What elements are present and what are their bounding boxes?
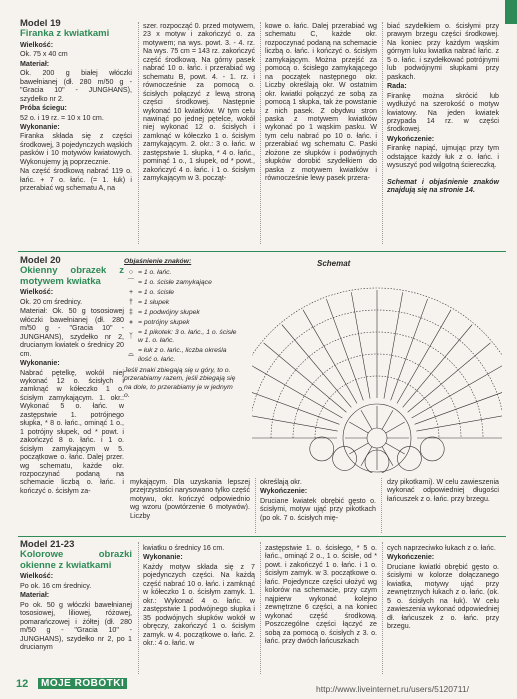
section-heading: Wielkość:	[20, 40, 54, 49]
section-heading: Materiał:	[20, 591, 50, 600]
model21-title: Model 21-23	[20, 539, 75, 550]
model19-column-1	[20, 20, 132, 194]
section-heading: Materiał:	[20, 59, 50, 68]
crochet-diagram	[252, 268, 502, 473]
paragraph: biać szydełkiem o. ścisłymi przy prawym brzegu części środkowej. Na koniec przy każdym wąskim górnym luku kwiatka nabrać łańc. z 5 o. łańc. i szydełkować potrójnymi lub podwójnymi słupkami przy paskach.	[387, 22, 499, 81]
legend-text: = 1 podwójny słupek	[138, 309, 200, 317]
paragraph: Schemat i objaśnienie znaków znajdują się na stronie 14.	[387, 177, 499, 195]
model19-subtitle: Firanka z kwiatkami	[20, 28, 110, 40]
paragraph: dzy pikotkami). W celu zawieszenia wykonać odpowiedniej długości łańcuszek z o. łańc. przy brzegu.	[387, 478, 499, 503]
section-heading: Wykończenie:	[387, 553, 435, 562]
column-divider	[381, 478, 382, 533]
diagram-center-spoke	[382, 447, 393, 466]
diagram-center-spoke	[349, 422, 368, 433]
section-heading: Wykonanie:	[143, 553, 183, 562]
diagram-stitch-ray	[303, 310, 357, 404]
model21-col3-text	[265, 544, 377, 645]
model20-col2-text	[130, 478, 250, 520]
model20-column-3	[260, 478, 376, 523]
legend-note: Jeśli znaki zbiegają się u góry, to o. przerabiamy razem, jeśli zbiegają się na dole, to przerabiamy je w jednym o.	[124, 366, 236, 400]
model19-col3-text	[265, 22, 377, 183]
stitch-symbol-icon: ‡	[129, 309, 133, 317]
model21-col4-text	[387, 544, 499, 631]
model21-column-3	[265, 544, 377, 646]
paragraph: Firankę napiąć, ujmując przy tym odstające każdy łuk z o. łańc. i wysuszyć pod wilgotną ściereczką.	[387, 144, 499, 170]
column-divider	[255, 478, 256, 533]
stitch-symbol-icon: ○	[128, 269, 134, 277]
paragraph: określają okr.	[260, 478, 302, 486]
column-divider	[260, 22, 261, 244]
legend-row	[124, 347, 240, 364]
diagram-stitch-ray	[397, 310, 451, 404]
diagram-center-spoke	[386, 422, 405, 433]
diagram-petal	[397, 446, 421, 470]
column-divider	[260, 542, 261, 674]
diagram-stitch-ray	[384, 292, 403, 398]
paragraph: Druciane kwiatek obrębić gęsto o. ścisłymi, motyw ująć przy pikotkach (po ok. 7 o. ścisłych mię-	[260, 496, 376, 522]
magazine-logo: MOJE ROBÓTKI	[38, 678, 127, 689]
model21-column-4	[387, 544, 499, 632]
legend-row	[124, 329, 240, 346]
model20-col1-text	[20, 288, 124, 495]
model19-title: Model 19	[20, 18, 61, 29]
paragraph: Każdy motyw składa się z 7 pojedynczych części. Na każdą część nabrać 10 o. łańc. i zamknąć w kółeczko 1 o. ścisłym zamyk. 1. okr.: Wykonać 4 o. łańc. w zastępstwie 1 podwójnego słupka i 35 podwójnych słupków wokół w obręczy, zakończyć 1 o. ścisłym zamyk. w 4. początkowe o. łańc. 2. okr.: 4 o. łańc. w	[143, 562, 255, 647]
diagram-center-spoke	[386, 443, 405, 454]
paragraph: Druciane kwiatki obrębić gęsto o. ścisłymi w kolorze dołączanego kwiatka, motywy ująć przy zewnętrznych łukach z o. łańc. (ok. 5 o. ścisłych na łuk). W celu zawieszenia wykonać odpowiedniej dł. łańcuszek z o. łańc. przy brzegu.	[387, 562, 499, 631]
diagram-petal	[310, 437, 334, 461]
legend-text: = 1 słupek	[138, 299, 170, 307]
model19-column-2	[143, 22, 255, 184]
page-number: 12	[16, 678, 29, 690]
section-heading: Wielkość:	[20, 288, 54, 297]
paragraph: Materiał: Ok. 50 g tososiowej włóczki bawełnianej (dł. 280 m/50 g - "Gracia 10" - JUNGHANS), szydełko nr 2, drucianym kwiatek o średnicy 20 cm.	[20, 307, 124, 358]
legend-text: = 1 pikotek: 3 o. łańc., 1 o. ścisłe w 1. o. łańc.	[138, 328, 237, 345]
column-divider	[382, 542, 383, 674]
paragraph: Na część środkową nabrać 119 o. łańc. + 7 o. łańc. (= 1. łuk) i przerabiać wg schematu A, na	[20, 167, 132, 193]
paragraph: mykającym. Dla uzyskania lepszej przejrzystości narysowano tylko część motywu, okr. kończyć odpowiednio wg wzoru (powtórzenie 6 motywów). Liczby	[130, 478, 250, 520]
diagram-petal	[420, 437, 444, 461]
diagram-stitch-ray	[252, 364, 342, 418]
stitch-symbol-icon: +	[128, 289, 134, 297]
legend-row	[124, 289, 240, 297]
legend-items	[124, 269, 240, 364]
paragraph: 52 o. i 19 rz. = 10 x 10 cm.	[20, 113, 104, 122]
section-heading: Rada:	[387, 82, 407, 91]
model21-column-2	[143, 544, 255, 648]
legend-row	[124, 299, 240, 307]
legend-row	[124, 319, 240, 327]
diagram-center-spoke	[361, 447, 372, 466]
diagram-center-spoke	[361, 410, 372, 429]
source-url: http://www.liveinternet.ru/users/5120711/	[316, 684, 469, 694]
model20-title: Model 20	[20, 255, 61, 266]
legend-row	[124, 269, 240, 277]
diagram-stitch-ray	[282, 325, 351, 408]
section-divider	[18, 536, 506, 537]
model20-subtitle: Okienny obrazek z motywem kwiatka	[20, 265, 124, 287]
model19-column-3	[265, 22, 377, 184]
section-heading: Wykonanie:	[20, 359, 60, 368]
legend-text: = łuk z o. łańc., liczba określa ilość o. łańc.	[138, 347, 227, 363]
page-edge-tab	[505, 0, 517, 24]
diagram-stitch-ray	[412, 364, 502, 418]
section-heading: Wielkość:	[20, 572, 54, 581]
column-divider	[138, 542, 139, 674]
section-divider	[18, 251, 506, 252]
diagram-stitch-ray	[252, 387, 339, 424]
model19-col2-text	[143, 22, 255, 183]
model20-column-2	[130, 478, 250, 521]
legend-text: = 1 o. ścisłe zamykające	[138, 279, 212, 287]
model19-col1-text	[20, 41, 132, 193]
legend-text: = potrójny słupek	[138, 318, 190, 326]
paragraph: Po ok. 16 cm średnicy.	[20, 581, 92, 590]
paragraph: Nabrać pętelkę, wokół niej wykonać 12 o. ścisłych i zamknąć w kółeczko 1 o. ścisłym zamykającym. 1. okr.: Wykonać 5 o. łańc. w zastępstwie 1. potrójnego słupka, * 8 o. łańc., ominąć 1 o., 1 potrójny słupek, od * powt. i zakończyć 8 o. łańc. i 1 o. ścisłym zamykającym w 5. początkowe o. łańc. Dalej przer. wg schematu, każde okr. rozpoczynać podaną na schemacie liczbą o. łańc. i kończyć o. ścisłym za-	[20, 368, 124, 495]
diagram-stitch-ray	[351, 292, 370, 398]
legend-title: Objaśnienie znaków:	[124, 258, 192, 265]
diagram-stitch-ray	[415, 387, 502, 424]
diagram-title: Schemat	[317, 259, 351, 268]
section-heading: Wykończenie:	[260, 487, 308, 496]
stitch-symbol-icon: ⧧	[129, 318, 133, 326]
section-heading: Próba ściegu:	[20, 104, 67, 113]
diagram-center-spokes	[345, 406, 409, 470]
model20-column-1	[20, 257, 124, 496]
column-divider	[138, 22, 139, 244]
symbols-legend	[124, 258, 240, 401]
model21-col2-text	[143, 544, 255, 647]
model19-col4-text	[387, 22, 499, 195]
legend-row	[124, 309, 240, 317]
paragraph: zastępstwie 1. o. ścisłego, * 5 o. łańc., ominąć 2 o., 1 o. ścisłe, od * powt. i zakończyć 1 o. łańc. i 1 o. ścisłym zamyk. w 3. początkowe o. łańc. Pojedyncze części ułożyć wg kolorów na schemacie, przy czym najpierw wykonać kolejno zewnętrzne 6 części, a na koniec wykonać część środkową. Poszczególne części łączyć ze sobą za pomocą o. ścisłych z 3. o. łańc. przy dwóch łańcuszkach	[265, 544, 377, 645]
paragraph: Firanka składa się z części środkowej, 3 pojedynczych wąskich pasków i 10 motywów kwiatowych. Wykonujemy ją poprzecznie.	[20, 132, 132, 166]
paragraph: cych naprzeciwko łukach z o. łańc.	[387, 544, 496, 552]
legend-row	[124, 279, 240, 287]
paragraph: Ok. 20 cm średnicy.	[20, 297, 83, 306]
legend-text: = 1 o. ścisłe	[138, 289, 175, 297]
diagram-stitch-ray	[264, 343, 347, 412]
stitch-symbol-icon: ⌓	[128, 351, 134, 359]
diagram-petal	[333, 446, 357, 470]
paragraph: Ok. 75 x 40 cm	[20, 50, 68, 59]
model20-col3-text	[260, 478, 376, 522]
model19-column-4	[387, 22, 499, 196]
diagram-stitch-ray	[391, 299, 428, 400]
paragraph: Firankę można skrócić lub wydłużyć na szerokość o motyw kwiatowy. Na jeden kwiatek przypada 14 rz. w części środkowej.	[387, 91, 499, 134]
model20-col4-text	[387, 478, 499, 503]
model21-subtitle: Kolorowe obrazki okienne z kwiatkami	[20, 549, 132, 571]
stitch-symbol-icon: †	[129, 299, 133, 307]
section-heading: Wykończenie:	[387, 134, 435, 143]
section-heading: Wykonanie:	[20, 123, 60, 132]
model20-column-4	[387, 478, 499, 504]
column-divider	[382, 22, 383, 244]
model21-column-1	[20, 541, 132, 653]
legend-text: = 1 o. łańc.	[138, 269, 172, 277]
stitch-symbol-icon: ᛉ	[128, 333, 134, 341]
paragraph: Po ok. 50 g włóczki bawełnianej tososiowej, liliowej, różowej, pomarańczowej i żółtej (dł. 280 m/50 g - "Gracia 10" - JUNGHANS), szydełko nr 2, po 1 drucianym	[20, 600, 132, 652]
diagram-stitch-ray	[408, 343, 491, 412]
diagram-stitch-ray	[403, 325, 472, 408]
model21-col1-text	[20, 572, 132, 651]
diagram-center-spoke	[349, 443, 368, 454]
stitch-symbol-icon: ⌒	[127, 279, 135, 287]
paragraph: kowe o. łańc. Dalej przerabiać wg schematu C, każde okr. rozpoczynać podaną na schemacie liczbą o. łańc. i kończyć o. ścisłym zamykającym. Można przejść za pomocą o. ścisłego zamykającego na początek następnego okr. Liczby określają okr. W ostatnim okr. kwiatki połączyć ze sobą za pomocą 1 słupka, tak że powstanie z nich pasek. Z obydwu stron paska z motywem kwiatków wykonać po 1 wąskim pasku. W tym celu nabrać po 10 o. łańc. i przerabiać wg schematu C. Paski złożone ze słupków i podwójnych słupków dorobić szydełkiem do paska z motywem kwiatków i równocześnie lewy pasek przera-	[265, 22, 377, 183]
diagram-center-spoke	[382, 410, 393, 429]
paragraph: szer. rozpocząć 0. przed motywem, 23 x motyw i zakończyć o. za motywem; na wys. powt. 3. - 4. rz. Na wys. 75 cm = 143 rz. zakończyć część środkową. Na górny pasek nabrać 10 o. łańc. i przerabiać wg schematu B, powt. 4. - 1. rz. i równocześnie za pomocą o. ścisłych połączyć z lewą stroną części środkowej. Następnie wykonać 10 kwiatków. W tym celu nawinąć po jednej pętelce, wokół niej wykonać 12 o. ścisłych i zamknąć w kółeczko 1 o. ścisłym zamykającym. 2. okr.: 3 o. łańc. w zastępstwie 1. słupka, * 4 o. łańc., pominąć 1 o., 1 słupek, od * powt., zakończyć 4 o. łańc. i 1 o. ścisłym zamykającym w 3. począt-	[143, 22, 255, 183]
paragraph: Ok. 200 g białej włóczki bawełnianej (dł. 280 m/50 g - "Gracia 10" - JUNGHANS), szydełko nr 2.	[20, 69, 132, 103]
paragraph: kwiatku o średnicy 16 cm.	[143, 544, 225, 552]
diagram-center-loop	[367, 428, 387, 448]
